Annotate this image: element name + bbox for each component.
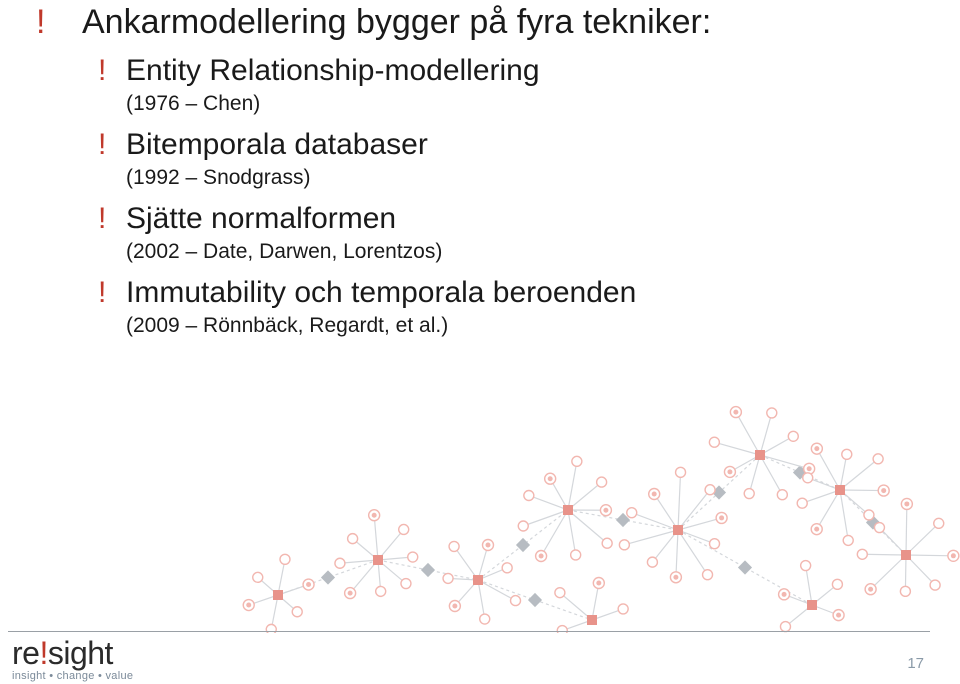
attribute-node	[292, 607, 302, 617]
item-reference: (1976 – Chen)	[126, 92, 261, 115]
attribute-node-core	[868, 587, 873, 592]
attribute-node	[843, 535, 853, 545]
network-edge	[906, 504, 907, 555]
attribute-node	[571, 550, 581, 560]
network-edge	[840, 459, 878, 490]
attribute-node	[900, 586, 910, 596]
network-edge	[541, 510, 568, 556]
attribute-node	[572, 456, 582, 466]
attribute-node-core	[836, 613, 841, 618]
attribute-node-core	[348, 591, 353, 596]
network-edge	[676, 530, 678, 577]
logo-part1: re	[12, 635, 40, 671]
tie-node	[528, 593, 542, 607]
item-label: Entity Relationship-modellering	[126, 54, 540, 87]
network-edge	[374, 515, 378, 560]
network-edge	[806, 566, 812, 605]
anchor-node	[373, 555, 383, 565]
attribute-node	[280, 554, 290, 564]
network-edge	[568, 510, 607, 543]
attribute-node-core	[814, 527, 819, 532]
network-edge	[529, 495, 568, 510]
attribute-node	[705, 485, 715, 495]
attribute-node-core	[246, 603, 251, 608]
attribute-node-core	[372, 513, 377, 518]
attribute-node	[842, 449, 852, 459]
footer-divider	[8, 631, 930, 632]
attribute-node-core	[673, 575, 678, 580]
attribute-node	[777, 490, 787, 500]
resight-logo	[12, 636, 133, 683]
network-edge	[714, 442, 760, 455]
tie-node	[738, 560, 752, 574]
attribute-node-core	[727, 469, 732, 474]
attribute-node	[934, 518, 944, 528]
network-edge	[568, 510, 576, 555]
network-edge	[632, 513, 678, 530]
network-edge	[736, 412, 760, 455]
network-edge	[454, 546, 478, 580]
attribute-node	[676, 467, 686, 477]
network-edge	[478, 580, 485, 619]
attribute-node-core	[306, 582, 311, 587]
attribute-node	[873, 454, 883, 464]
list-item	[92, 274, 912, 340]
attribute-node	[348, 534, 358, 544]
network-edge	[802, 490, 840, 503]
logo-wordmark	[12, 636, 133, 670]
tie-node	[421, 563, 435, 577]
attribute-node	[511, 596, 521, 606]
tie-node	[516, 538, 530, 552]
anchor-model-network-graphic	[230, 395, 960, 633]
network-edge	[678, 490, 710, 530]
anchor-node	[473, 575, 483, 585]
list-item	[92, 126, 912, 192]
item-label: Immutability och temporala beroenden	[126, 276, 637, 309]
network-edge	[568, 461, 577, 510]
attribute-node	[627, 508, 637, 518]
attribute-node	[602, 538, 612, 548]
attribute-node	[399, 524, 409, 534]
network-edge	[840, 490, 848, 540]
attribute-node-core	[596, 581, 601, 586]
item-label: Sjätte normalformen	[126, 202, 397, 235]
attribute-node-core	[485, 542, 490, 547]
network-edge	[906, 555, 953, 556]
network-edge	[871, 555, 906, 589]
list-item	[92, 200, 912, 266]
list-item	[92, 52, 912, 118]
item-bullet: !	[98, 276, 107, 309]
attribute-node	[864, 510, 874, 520]
attribute-node	[767, 408, 777, 418]
attribute-node-core	[603, 508, 608, 513]
attribute-node	[518, 521, 528, 531]
attribute-node	[253, 572, 263, 582]
anchor-node	[673, 525, 683, 535]
item-label: Bitemporala databaser	[126, 128, 428, 161]
attribute-node-core	[652, 491, 657, 496]
logo-part2: sight	[47, 635, 113, 671]
anchor-node	[755, 450, 765, 460]
network-edge	[760, 455, 809, 469]
attribute-node	[480, 614, 490, 624]
attribute-node	[709, 437, 719, 447]
item-bullet: !	[98, 128, 107, 161]
attribute-node	[502, 563, 512, 573]
attribute-node	[832, 579, 842, 589]
attribute-node	[710, 539, 720, 549]
attribute-node	[803, 473, 813, 483]
attribute-node	[744, 489, 754, 499]
network-edge	[340, 560, 378, 563]
network-edge	[624, 530, 678, 545]
attribute-node-core	[814, 446, 819, 451]
anchor-node	[807, 600, 817, 610]
item-reference: (2009 – Rönnbäck, Regardt, et al.)	[126, 314, 449, 337]
item-reference: (2002 – Date, Darwen, Lorentzos)	[126, 240, 443, 263]
network-edge	[568, 482, 602, 510]
attribute-node-core	[539, 553, 544, 558]
network-edge	[817, 490, 840, 529]
attribute-node	[618, 604, 628, 614]
item-bullet: !	[98, 202, 107, 235]
attribute-node-core	[807, 466, 812, 471]
attribute-node	[703, 570, 713, 580]
network-edge	[678, 472, 681, 530]
attribute-node	[619, 540, 629, 550]
attribute-node	[788, 431, 798, 441]
title-bullet: !	[36, 3, 46, 41]
anchor-node	[273, 590, 283, 600]
network-edge	[760, 455, 782, 495]
attribute-node-core	[881, 488, 886, 493]
tie-node	[321, 570, 335, 584]
network-edge	[654, 494, 678, 530]
attribute-node-core	[733, 410, 738, 415]
attribute-node-core	[904, 501, 909, 506]
attribute-node	[376, 586, 386, 596]
logo-tagline: insight • change • value	[12, 670, 134, 682]
item-reference: (1992 – Snodgrass)	[126, 166, 311, 189]
bullet-list	[92, 52, 912, 348]
attribute-node	[449, 541, 459, 551]
logo-bang: !	[39, 635, 48, 671]
attribute-node	[647, 557, 657, 567]
attribute-node-core	[951, 553, 956, 558]
anchor-node	[563, 505, 573, 515]
item-bullet: !	[98, 54, 107, 87]
attribute-node	[857, 549, 867, 559]
network-edge	[523, 510, 568, 526]
attribute-node	[555, 588, 565, 598]
attribute-node-core	[548, 476, 553, 481]
attribute-node-core	[452, 604, 457, 609]
anchor-node	[901, 550, 911, 560]
attribute-node	[401, 579, 411, 589]
network-edge	[478, 580, 516, 601]
page-number: 17	[907, 655, 924, 672]
attribute-node	[524, 490, 534, 500]
attribute-node	[874, 523, 884, 533]
network-edge	[678, 530, 715, 544]
network-edge	[678, 530, 708, 575]
network-edge	[817, 449, 840, 490]
anchor-node	[587, 615, 597, 625]
title-text: Ankarmodellering bygger på fyra tekniker:	[82, 3, 712, 41]
anchor-node	[835, 485, 845, 495]
attribute-node	[408, 552, 418, 562]
attribute-node	[930, 580, 940, 590]
attribute-node	[797, 498, 807, 508]
attribute-node-core	[719, 515, 724, 520]
slide-title	[36, 2, 711, 42]
attribute-node	[335, 558, 345, 568]
network-edge	[862, 554, 906, 555]
network-edge	[840, 490, 884, 491]
attribute-node	[597, 477, 607, 487]
attribute-node	[443, 573, 453, 583]
attribute-node-core	[782, 592, 787, 597]
attribute-node	[801, 561, 811, 571]
